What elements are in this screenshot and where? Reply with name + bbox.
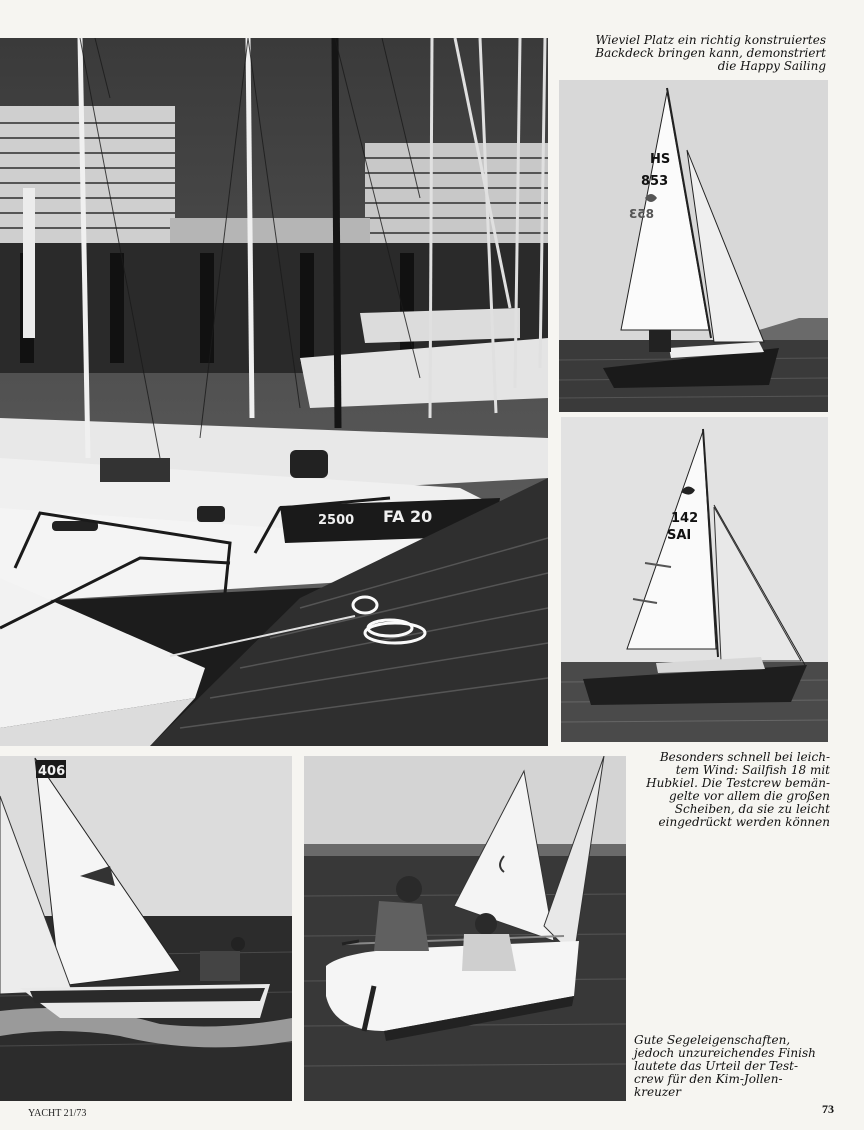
- sail-number: 853: [641, 174, 669, 189]
- sail-number-mirrored: 853: [628, 207, 654, 221]
- dinghy-406-photo: [0, 756, 292, 1101]
- page-number: 73: [822, 1102, 834, 1116]
- sail-number: 142: [671, 511, 699, 526]
- sailfish-photo: [561, 417, 828, 742]
- hull-registration: FA 20: [383, 507, 433, 526]
- marina-photo: [0, 38, 548, 746]
- caption-kim-jollenkreuzer: Gute Segeleigenschaften, jedoch unzureichendes Finish lautete das Urteil der Test- crew für den Kim-Jollen- kreuzer: [634, 1033, 816, 1099]
- sail-number: 406: [38, 764, 66, 779]
- caption-sailfish: Besonders schnell bei leich- tem Wind: Sailfish 18 mit Hubkiel. Die Testcrew bemän- gelte vor allem die großen Scheiben, da sie zu leicht eingedrückt werden können: [646, 750, 830, 829]
- happy-sailing-photo: [559, 80, 828, 412]
- sail-code: SAI: [667, 528, 692, 543]
- hull-number: 2500: [318, 513, 355, 528]
- caption-happy-sailing: Wieviel Platz ein richtig konstruiertes Backdeck bringen kann, demonstriert die Happy Sailing: [595, 33, 826, 73]
- magazine-issue-footer: YACHT 21/73: [28, 1108, 87, 1119]
- sail-mark: HS: [650, 152, 671, 167]
- kim-jollenkreuzer-photo: [304, 756, 626, 1101]
